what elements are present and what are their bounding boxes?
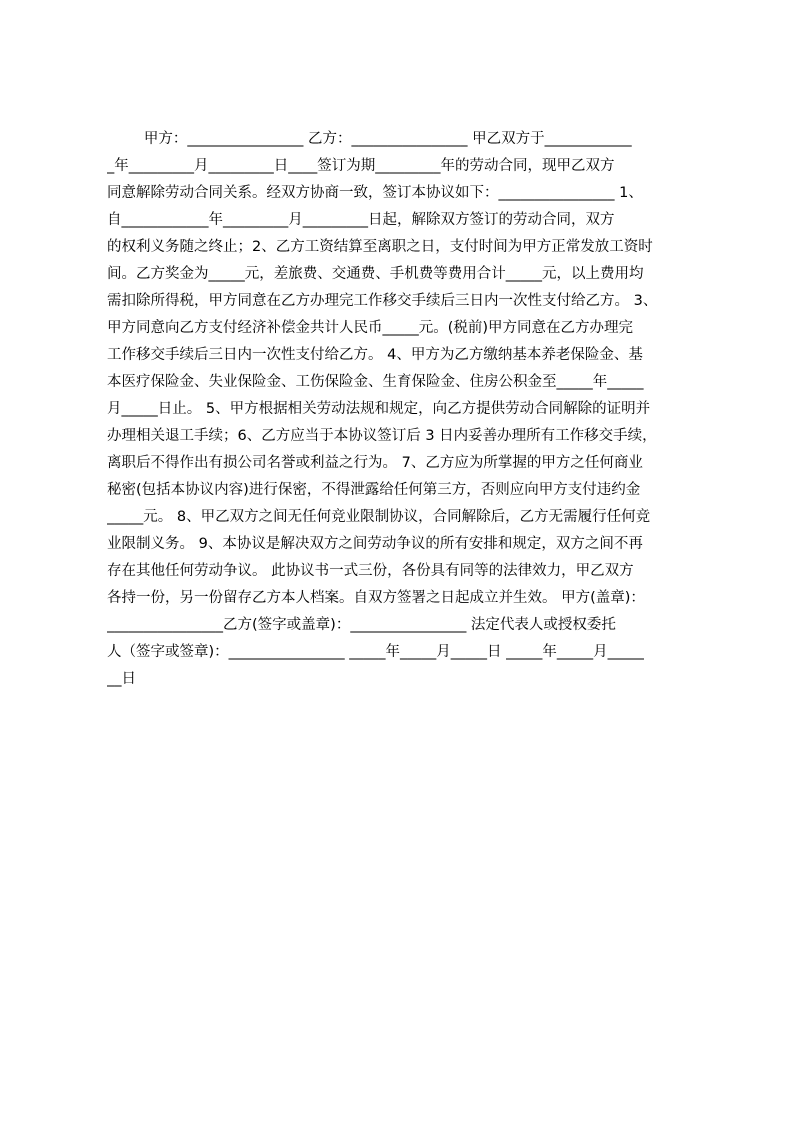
text-line: 需扣除所得税，甲方同意在乙方办理完工作移交手续后三日内一次性支付给乙方。 3、 bbox=[107, 293, 658, 309]
text-line: 办理相关退工手续；6、乙方应当于本协议签订后 3 日内妥善办理所有工作移交手续， bbox=[107, 428, 657, 444]
agreement-body bbox=[107, 126, 699, 693]
text-line: 工作移交手续后三日内一次性支付给乙方。 4、甲方为乙方缴纳基本养老保险金、基 bbox=[107, 347, 643, 363]
text-line: _____元。 8、甲乙双方之间无任何竞业限制协议，合同解除后，乙方无需履行任何竞 bbox=[107, 509, 651, 525]
text-line: 自____________年_________月_________日起，解除双方签订的劳动合同，双方 bbox=[107, 212, 615, 228]
text-line: 离职后不得作出有损公司名誉或利益之行为。 7、乙方应为所掌握的甲方之任何商业 bbox=[107, 455, 643, 471]
text-line: 存在其他任何劳动争议。 此协议书一式三份，各份具有同等的法律效力，甲乙双方 bbox=[107, 563, 634, 579]
text-line: _年_________月_________日____签订为期_________年的劳动合同，现甲乙双方 bbox=[107, 158, 615, 174]
text-line: 本医疗保险金、失业保险金、工伤保险金、生育保险金、住房公积金至_____年_____ bbox=[107, 374, 644, 390]
text-line: 的权利义务随之终止；2、乙方工资结算至离职之日，支付时间为甲方正常发放工资时 bbox=[107, 239, 653, 255]
text-line: 间。乙方奖金为_____元，差旅费、交通费、手机费等费用合计_____元，以上费用均 bbox=[107, 266, 644, 282]
text-line: 业限制义务。 9、本协议是解决双方之间劳动争议的所有安排和规定，双方之间不再 bbox=[107, 536, 643, 552]
text-line: 秘密(包括本协议内容)进行保密，不得泄露给任何第三方，否则应向甲方支付违约金 bbox=[107, 482, 641, 498]
text-line: __日 bbox=[107, 671, 136, 687]
text-line: 甲方同意向乙方支付经济补偿金共计人民币_____元。(税前)甲方同意在乙方办理完 bbox=[107, 320, 634, 336]
text-line: 月_____日止。 5、甲方根据相关劳动法规和规定，向乙方提供劳动合同解除的证明并 bbox=[107, 401, 651, 417]
text-line: 同意解除劳动合同关系。经双方协商一致，签订本协议如下：________________ 1、 bbox=[107, 185, 643, 201]
text-line: 甲方：________________ 乙方：________________ 甲乙双方于____________ bbox=[107, 131, 632, 147]
text-line: 人（签字或签章)：________________ _____年_____月_____日 _____年_____月_____ bbox=[107, 644, 644, 660]
text-line: ________________乙方(签字或盖章)：________________ 法定代表人或授权委托 bbox=[107, 617, 616, 633]
text-line: 各持一份，另一份留存乙方本人档案。自双方签署之日起成立并生效。 甲方(盖章)： bbox=[107, 590, 645, 606]
